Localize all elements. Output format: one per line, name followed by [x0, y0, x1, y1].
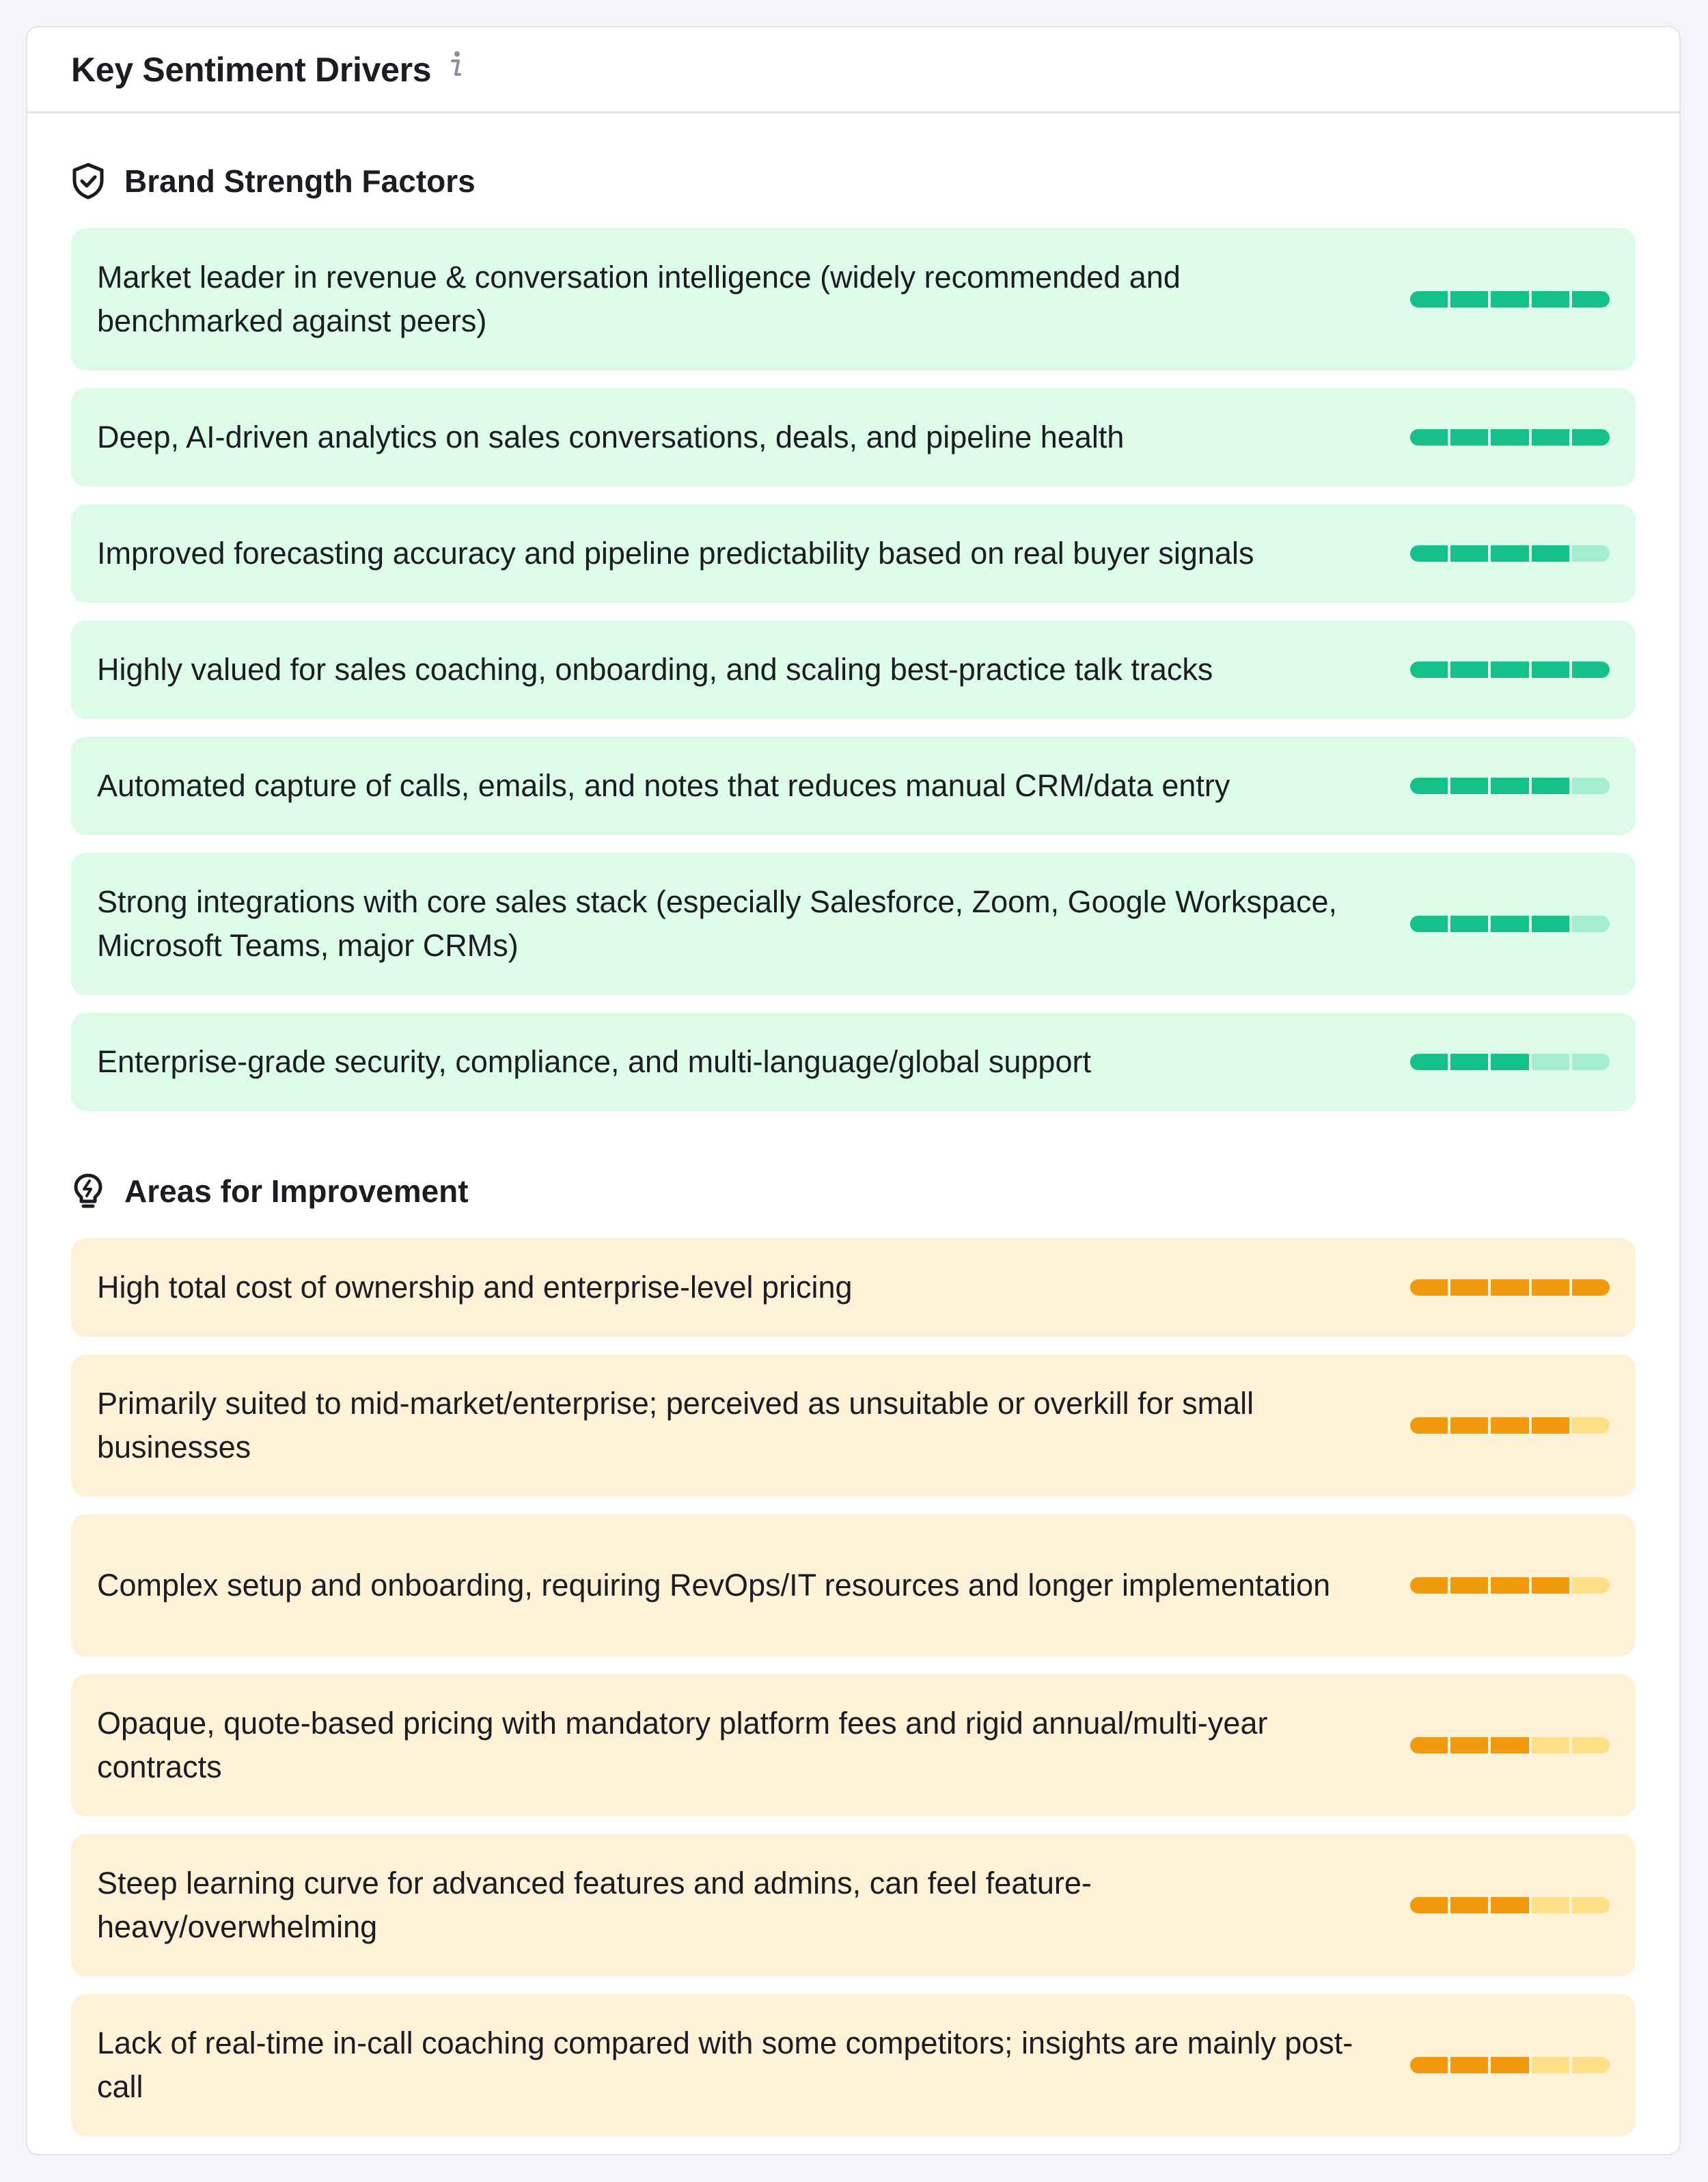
score-segment-filled — [1450, 429, 1488, 446]
score-segment-filled — [1532, 778, 1569, 794]
score-segment-empty — [1572, 1577, 1610, 1594]
sentiment-drivers-card — [26, 26, 1681, 2155]
shield-check-icon — [71, 163, 105, 200]
score-segment-filled — [1410, 778, 1448, 794]
score-segment-filled — [1532, 429, 1569, 446]
card-title: Key Sentiment Drivers — [71, 50, 432, 89]
section-title: Brand Strength Factors — [124, 163, 476, 199]
score-segment-filled — [1450, 1279, 1488, 1296]
score-segment-empty — [1572, 916, 1610, 932]
score-segment-empty — [1572, 1737, 1610, 1754]
score-segment-empty — [1572, 778, 1610, 794]
score-segment-filled — [1450, 1577, 1488, 1594]
score-segment-filled — [1532, 916, 1569, 932]
score-segment-filled — [1491, 429, 1528, 446]
driver-text: High total cost of ownership and enterprise-level pricing — [97, 1270, 853, 1305]
driver-text: Strong integrations with core sales stack (especially Salesforce, Zoom, Google Workspace, Microsoft Teams, major CRMs) — [97, 884, 1337, 963]
driver-text: Improved forecasting accuracy and pipeline predictability based on real buyer signals — [97, 536, 1254, 571]
driver-text: Complex setup and onboarding, requiring RevOps/IT resources and longer implementation — [97, 1568, 1331, 1603]
info-icon[interactable] — [446, 49, 465, 79]
list-item — [71, 620, 1636, 719]
score-segment-filled — [1410, 291, 1448, 308]
list-item — [71, 1013, 1636, 1111]
brand-strength-section — [71, 157, 1636, 1111]
score-segment-filled — [1450, 916, 1488, 932]
driver-text: Automated capture of calls, emails, and notes that reduces manual CRM/data entry — [97, 768, 1230, 803]
score-bar — [1410, 429, 1610, 446]
lightbulb-bolt-icon — [71, 1173, 105, 1210]
list-item — [71, 1834, 1636, 1976]
score-segment-filled — [1572, 429, 1610, 446]
score-segment-filled — [1410, 916, 1448, 932]
score-segment-filled — [1450, 545, 1488, 562]
score-segment-empty — [1572, 2057, 1610, 2073]
list-item — [71, 228, 1636, 370]
score-segment-filled — [1491, 545, 1528, 562]
score-bar — [1410, 2057, 1610, 2073]
score-segment-filled — [1450, 1417, 1488, 1434]
section-header — [71, 157, 1636, 205]
score-segment-filled — [1532, 1417, 1569, 1434]
score-segment-filled — [1450, 1054, 1488, 1070]
driver-text: Steep learning curve for advanced features and admins, can feel feature-heavy/overwhelming — [97, 1866, 1092, 1944]
list-item — [71, 1674, 1636, 1816]
score-segment-filled — [1410, 1279, 1448, 1296]
score-segment-filled — [1410, 662, 1448, 678]
score-segment-filled — [1572, 1279, 1610, 1296]
score-segment-filled — [1491, 291, 1528, 308]
score-segment-filled — [1572, 291, 1610, 308]
list-item — [71, 1994, 1636, 2136]
score-segment-filled — [1491, 1897, 1528, 1913]
score-bar — [1410, 662, 1610, 678]
score-segment-filled — [1532, 662, 1569, 678]
score-segment-filled — [1532, 1279, 1569, 1296]
list-item — [71, 853, 1636, 995]
score-segment-filled — [1410, 545, 1448, 562]
score-segment-filled — [1450, 1737, 1488, 1754]
score-segment-filled — [1491, 1577, 1528, 1594]
list-item — [71, 737, 1636, 835]
score-bar — [1410, 1737, 1610, 1754]
score-segment-empty — [1532, 1737, 1569, 1754]
driver-text: Enterprise-grade security, compliance, and multi-language/global support — [97, 1044, 1091, 1079]
score-bar — [1410, 778, 1610, 794]
score-bar — [1410, 1054, 1610, 1070]
list-item — [71, 504, 1636, 603]
list-item — [71, 388, 1636, 487]
score-bar — [1410, 1897, 1610, 1913]
score-bar — [1410, 916, 1610, 932]
score-segment-filled — [1450, 2057, 1488, 2073]
score-segment-filled — [1410, 1417, 1448, 1434]
score-segment-filled — [1410, 1737, 1448, 1754]
score-segment-filled — [1572, 662, 1610, 678]
score-bar — [1410, 291, 1610, 308]
score-segment-filled — [1410, 429, 1448, 446]
score-segment-filled — [1532, 291, 1569, 308]
driver-text: Deep, AI-driven analytics on sales conversations, deals, and pipeline health — [97, 420, 1125, 454]
driver-text: Opaque, quote-based pricing with mandatory platform fees and rigid annual/multi-year contracts — [97, 1706, 1268, 1784]
score-bar — [1410, 1577, 1610, 1594]
score-segment-filled — [1491, 916, 1528, 932]
score-segment-filled — [1491, 778, 1528, 794]
score-bar — [1410, 1279, 1610, 1296]
score-segment-empty — [1572, 545, 1610, 562]
score-segment-filled — [1491, 1279, 1528, 1296]
score-segment-filled — [1410, 1577, 1448, 1594]
driver-text: Market leader in revenue & conversation intelligence (widely recommended and benchmarked against peers) — [97, 260, 1181, 338]
score-segment-filled — [1491, 662, 1528, 678]
score-segment-empty — [1572, 1897, 1610, 1913]
list-item — [71, 1514, 1636, 1656]
improvement-section — [71, 1167, 1636, 2136]
driver-text: Highly valued for sales coaching, onboarding, and scaling best-practice talk tracks — [97, 652, 1213, 687]
score-bar — [1410, 1417, 1610, 1434]
score-segment-filled — [1491, 1417, 1528, 1434]
section-header — [71, 1167, 1636, 1215]
card-header — [27, 27, 1679, 113]
score-bar — [1410, 545, 1610, 562]
driver-text: Primarily suited to mid-market/enterprise; perceived as unsuitable or overkill for small businesses — [97, 1386, 1254, 1464]
driver-text: Lack of real-time in-call coaching compared with some competitors; insights are mainly post-call — [97, 2026, 1353, 2104]
section-title: Areas for Improvement — [124, 1173, 469, 1209]
score-segment-empty — [1532, 1897, 1569, 1913]
score-segment-filled — [1450, 778, 1488, 794]
score-segment-filled — [1491, 1737, 1528, 1754]
score-segment-filled — [1410, 2057, 1448, 2073]
score-segment-filled — [1450, 291, 1488, 308]
score-segment-filled — [1532, 545, 1569, 562]
list-item — [71, 1238, 1636, 1337]
score-segment-filled — [1410, 1054, 1448, 1070]
score-segment-filled — [1450, 1897, 1488, 1913]
score-segment-empty — [1572, 1054, 1610, 1070]
list-item — [71, 1354, 1636, 1497]
score-segment-empty — [1532, 2057, 1569, 2073]
card-body — [27, 113, 1679, 2136]
score-segment-empty — [1572, 1417, 1610, 1434]
score-segment-filled — [1491, 2057, 1528, 2073]
score-segment-filled — [1450, 662, 1488, 678]
score-segment-empty — [1532, 1054, 1569, 1070]
score-segment-filled — [1410, 1897, 1448, 1913]
score-segment-filled — [1532, 1577, 1569, 1594]
score-segment-filled — [1491, 1054, 1528, 1070]
